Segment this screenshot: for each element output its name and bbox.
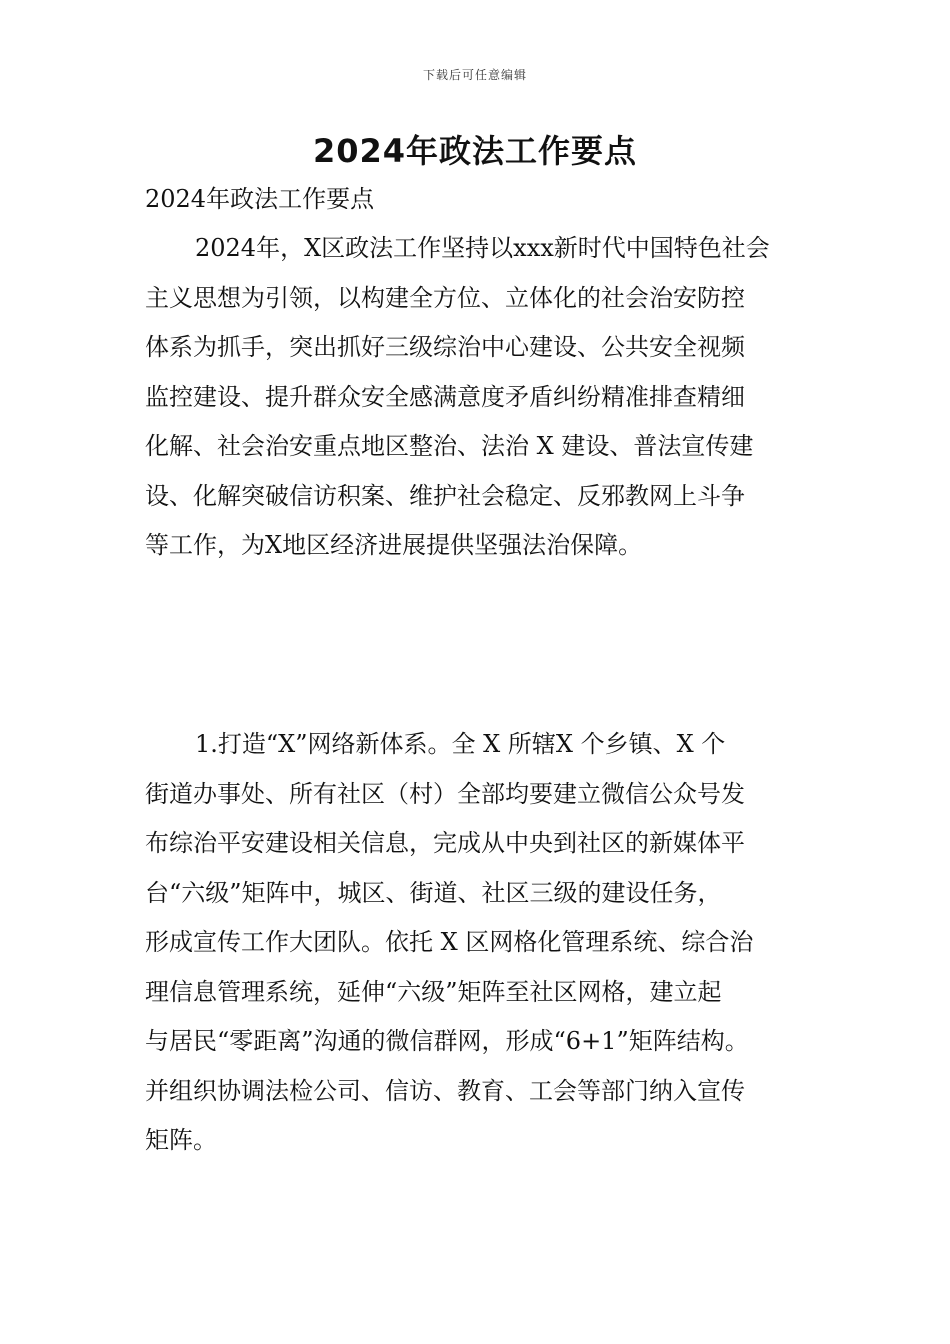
paragraph-line: 1.打造“X”网络新体系。全 X 所辖X 个乡镇、X 个	[195, 730, 726, 758]
paragraph-line: 化解、社会治安重点地区整治、法治 X 建设、普法宣传建	[145, 432, 754, 460]
paragraph-intro	[145, 224, 813, 571]
paragraph-line: 布综治平安建设相关信息，完成从中央到社区的新媒体平	[145, 829, 745, 857]
paragraph-line: 街道办事处、所有社区（村）全部均要建立微信公众号发	[145, 779, 745, 808]
paragraph-line: 监控建设、提升群众安全感满意度矛盾纠纷精准排查精细	[145, 382, 745, 411]
paragraph-line: 2024年，X区政法工作坚持以xxx新时代中国特色社会	[195, 234, 770, 262]
paragraph-line: 设、化解突破信访积案、维护社会稳定、反邪教网上斗争	[145, 481, 745, 510]
paragraph-line: 形成宣传工作大团队。依托 X 区网格化管理系统、综合治	[145, 928, 754, 956]
document-title: 2024年政法工作要点	[312, 132, 638, 170]
document-subtitle: 2024年政法工作要点	[145, 185, 375, 213]
paragraph-line: 与居民“零距离”沟通的微信群网，形成“6+1”矩阵结构。	[145, 1027, 749, 1055]
paragraph-line: 主义思想为引领，以构建全方位、立体化的社会治安防控	[145, 283, 745, 312]
paragraph-line: 理信息管理系统，延伸“六级”矩阵至社区网格，建立起	[145, 977, 722, 1006]
paragraph-line: 台“六级”矩阵中，城区、街道、社区三级的建设任务，	[145, 878, 722, 907]
paragraph-line: 并组织协调法检公司、信访、教育、工会等部门纳入宣传	[145, 1076, 745, 1105]
paragraph-line: 等工作，为X地区经济进展提供坚强法治保障。	[145, 531, 643, 559]
page-header-note: 下载后可任意编辑	[422, 68, 527, 82]
paragraph-line: 体系为抓手，突出抓好三级综治中心建设、公共安全视频	[145, 333, 745, 361]
paragraph-item-1	[145, 720, 813, 1166]
paragraph-line: 矩阵。	[145, 1126, 217, 1154]
